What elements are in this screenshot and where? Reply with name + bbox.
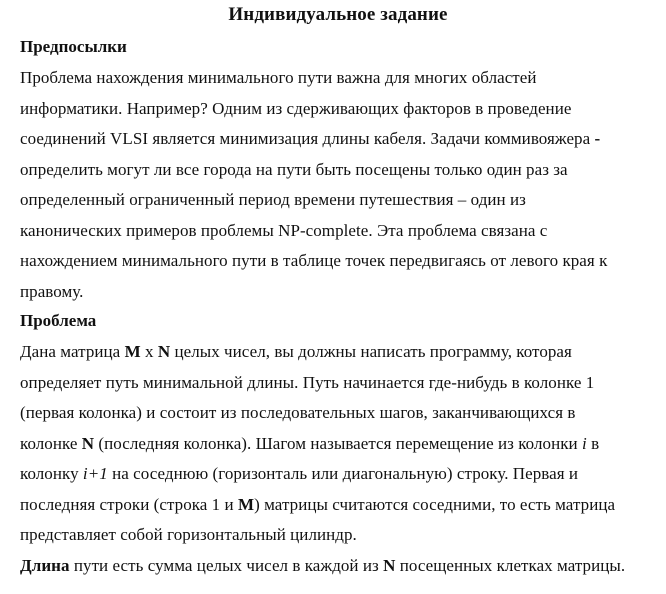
prereq-paragraph	[20, 63, 656, 307]
text-run: колонке	[20, 433, 82, 453]
text-run: целых чисел, вы должны написать программу, которая	[170, 342, 572, 361]
text-line	[20, 337, 656, 368]
section-heading-prereq: Предпосылки	[20, 37, 127, 56]
text-run: на соседнюю (горизонталь или диагональную) строку. Первая и	[107, 464, 579, 483]
text-line	[20, 459, 656, 490]
text-line: канонических примеров проблемы NP-complete. Эта проблема связана с	[20, 220, 548, 240]
text-line	[20, 490, 656, 521]
italic-i: i	[582, 433, 587, 453]
emphasis-m: M	[237, 494, 255, 514]
text-line	[20, 155, 656, 186]
text-line: нахождением минимального пути в таблице точек передвигаясь от левого края к	[20, 251, 608, 270]
italic-i-plus-1: i+1	[82, 464, 108, 483]
text-run: колонку	[20, 464, 83, 483]
text-line: (первая колонка) и состоит из последовательных шагов, заканчивающихся в	[20, 403, 576, 422]
text-line: представляет собой горизонтальный цилиндр.	[20, 525, 357, 544]
emphasis-n: N	[157, 342, 171, 361]
text-run: пути есть сумма целых чисел в каждой из	[69, 555, 384, 575]
text-run: (последняя колонка). Шагом называется перемещение из колонки	[94, 433, 582, 453]
text-line	[20, 429, 656, 460]
text-run: Дана матрица	[20, 342, 125, 361]
text-line: соединений VLSI является минимизация длины кабеля. Задачи коммивояжера -	[20, 129, 601, 148]
text-run: последняя строки (строка 1 и	[20, 494, 238, 514]
text-line: определяет путь минимальной длины. Путь начинается где-нибудь в колонке 1	[20, 372, 595, 392]
text-run: ) матрицы считаются соседними, то есть матрица	[254, 494, 616, 514]
text-line	[20, 551, 656, 582]
text-line: Проблема нахождения минимального пути важна для многих областей	[20, 68, 537, 87]
section-heading-problem: Проблема	[20, 311, 97, 330]
emphasis-n: N	[81, 433, 95, 453]
document-page	[0, 3, 666, 594]
emphasis-length: Длина	[20, 555, 70, 575]
text-run: x	[140, 342, 158, 361]
text-line: информатики. Например? Одним из сдерживающих факторов в проведение	[20, 98, 572, 118]
text-line-part: определить могут ли все города на пути быть посещены только один раз за	[20, 159, 568, 179]
page-title: Индивидуальное задание	[228, 4, 448, 25]
emphasis-n: N	[383, 555, 396, 575]
text-run: в	[586, 433, 600, 453]
text-run: посещенных клетках матрицы.	[395, 555, 626, 575]
problem-paragraph	[20, 337, 656, 581]
text-line: определенный ограниченный период времени путешествия – один из	[20, 190, 526, 209]
trailing-dash: -	[594, 129, 601, 148]
text-line: правому.	[20, 281, 84, 301]
emphasis-m: M	[124, 342, 141, 361]
